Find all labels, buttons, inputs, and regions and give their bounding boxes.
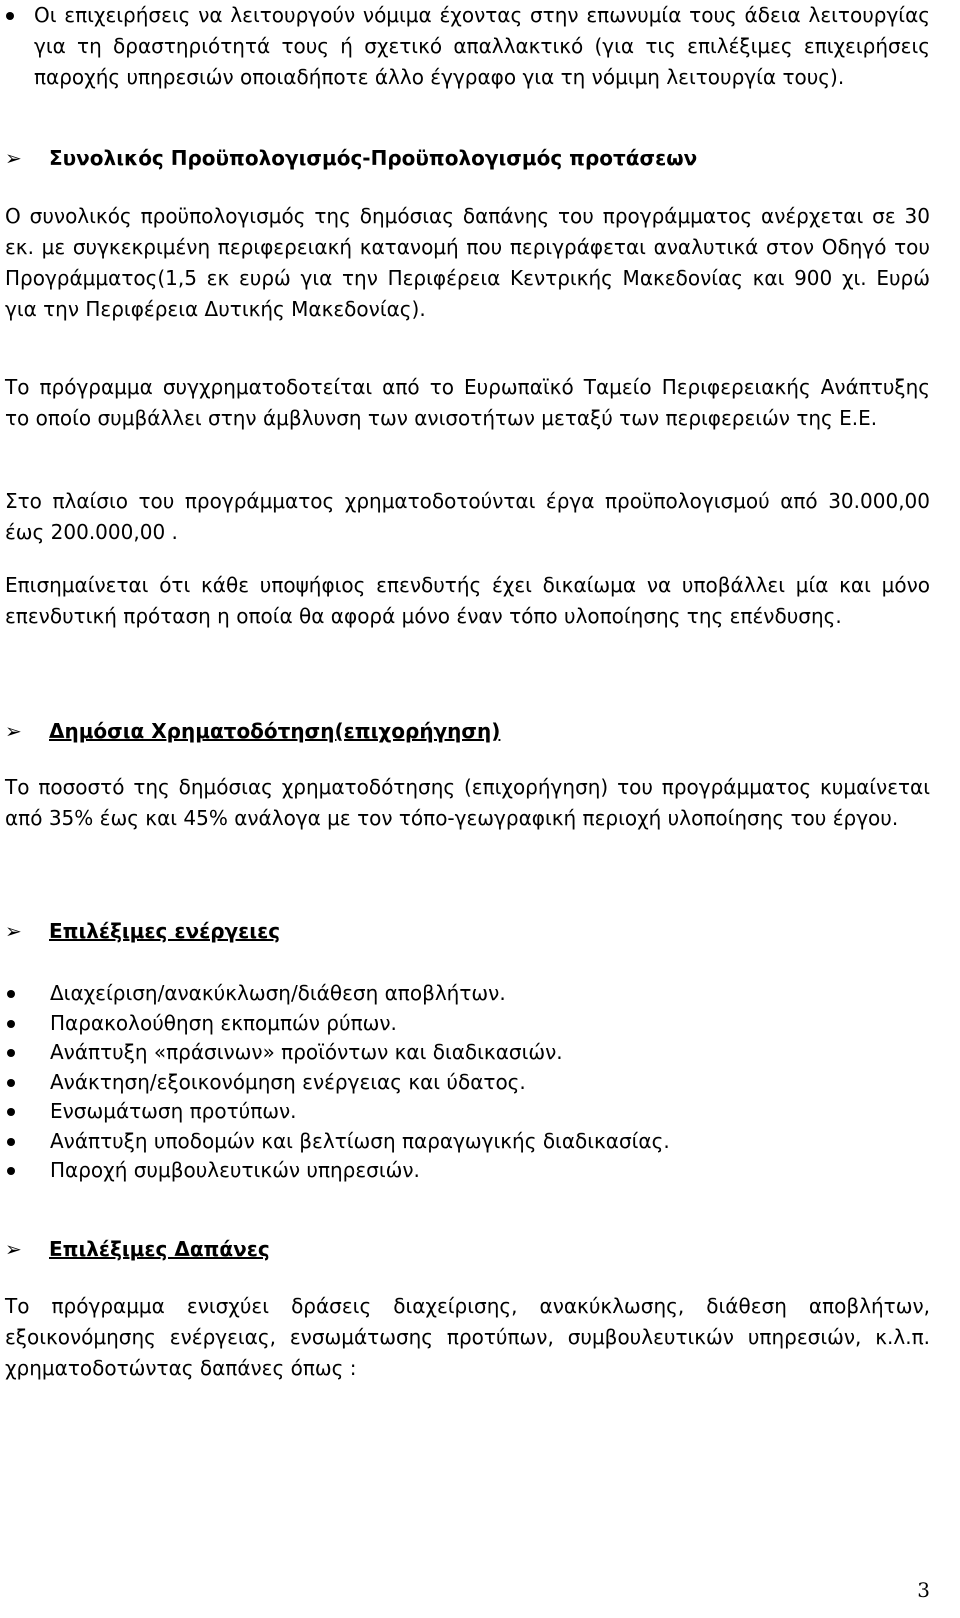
bullet-dot <box>7 990 15 998</box>
list-item <box>0 1156 930 1186</box>
actions-heading <box>5 916 280 947</box>
arrow-bullet-icon: ➢ <box>5 719 22 743</box>
funding-paragraph: Το ποσοστό της δημόσιας χρηματοδότησης (επιχορήγηση) του προγράμματος κυμαίνεται από 35% έως και 45% ανάλογα με τον τόπο-γεωγραφική περιοχή υλοποίησης του έργου. <box>5 775 930 830</box>
budget-paragraph-1: Ο συνολικός προϋπολογισμός της δημόσιας δαπάνης του προγράμματος ανέρχεται σε 30 εκ. με συγκεκριμένη περιφερειακή κατανομή που περιγράφεται αναλυτικά στον Οδηγό του Προγράμματος(1,5 εκ ευρώ για την Περιφέρεια Κεντρικής Μακεδονίας και 900 χι. Ευρώ για την Περιφέρεια Δυτικής Μακεδονίας). <box>5 204 930 321</box>
bullet-dot <box>7 1020 15 1028</box>
arrow-bullet-icon: ➢ <box>5 919 22 943</box>
list-item-text: Ανάπτυξη «πράσινων» προϊόντων και διαδικασιών. <box>50 1040 563 1064</box>
list-item <box>0 1068 930 1098</box>
list-item-text: Ανάκτηση/εξοικονόμηση ενέργειας και ύδατος. <box>50 1069 526 1094</box>
bullet-dot <box>7 1079 15 1087</box>
bullet-dot <box>7 1049 15 1057</box>
list-item <box>0 1038 930 1068</box>
arrow-bullet-icon: ➢ <box>5 1237 22 1261</box>
bullet-dot <box>7 1167 15 1175</box>
funding-heading <box>5 716 500 747</box>
list-item-text: Παροχή συμβουλευτικών υπηρεσιών. <box>50 1158 420 1182</box>
list-item <box>0 979 930 1009</box>
bullet-dot <box>6 12 14 20</box>
budget-heading <box>5 143 697 174</box>
page-number: 3 <box>917 1578 930 1602</box>
budget-paragraph-4: Επισημαίνεται ότι κάθε υποψήφιος επενδυτής έχει δικαίωμα να υποβάλλει μία και μόνο επενδυτική πρόταση η οποία θα αφορά μόνο έναν τόπο υλοποίησης της επένδυσης. <box>5 573 930 628</box>
bullet-dot <box>7 1108 15 1116</box>
funding-heading-text: Δημόσια Χρηματοδότηση(επιχορήγηση) <box>49 719 501 743</box>
list-item <box>0 1009 930 1039</box>
budget-paragraph-2: Το πρόγραμμα συγχρηματοδοτείται από το Ευρωπαϊκό Ταμείο Περιφερειακής Ανάπτυξης το οποίο συμβάλλει στην άμβλυνση των ανισοτήτων μεταξύ των περιφερειών της Ε.Ε. <box>5 375 930 430</box>
list-item-text: Διαχείριση/ανακύκλωση/διάθεση αποβλήτων. <box>50 981 506 1005</box>
list-item <box>0 1097 930 1127</box>
expenses-paragraph: Το πρόγραμμα ενισχύει δράσεις διαχείρισης, ανακύκλωσης, διάθεση αποβλήτων, εξοικονόμησης ενέργειας, ενσωμάτωσης προτύπων, συμβουλευτικών υπηρεσιών, κ.λ.π. χρηματοδοτώντας δαπάνες όπως : <box>5 1294 930 1380</box>
list-item-text: Παρακολούθηση εκπομπών ρύπων. <box>50 1010 397 1035</box>
list-item-text: Ενσωμάτωση προτύπων. <box>50 1099 297 1123</box>
list-item <box>0 1127 930 1157</box>
budget-heading-text: Συνολικός Προϋπολογισμός-Προϋπολογισμός προτάσεων <box>49 146 698 170</box>
expenses-heading <box>5 1234 270 1265</box>
budget-paragraph-3: Στο πλαίσιο του προγράμματος χρηματοδοτούνται έργα προϋπολογισμού από 30.000,00 έως 200.000,00 . <box>5 489 930 544</box>
arrow-bullet-icon: ➢ <box>5 146 22 170</box>
intro-bullet-text: Οι επιχειρήσεις να λειτουργούν νόμιμα έχοντας στην επωνυμία τους άδεια λειτουργίας για τη δραστηριότητά τους ή σχετικό απαλλακτικό (για τις επιλέξιμες επιχειρήσεις παροχής υπηρεσιών οποιαδήποτε άλλο έγγραφο για τη νόμιμη λειτουργία τους). <box>34 3 930 89</box>
expenses-heading-text: Επιλέξιμες Δαπάνες <box>49 1237 270 1261</box>
eligible-actions-list <box>0 979 930 1186</box>
list-item-text: Ανάπτυξη υποδομών και βελτίωση παραγωγικής διαδικασίας. <box>50 1128 670 1153</box>
actions-heading-text: Επιλέξιμες ενέργειες <box>49 919 281 943</box>
bullet-dot <box>7 1138 15 1146</box>
